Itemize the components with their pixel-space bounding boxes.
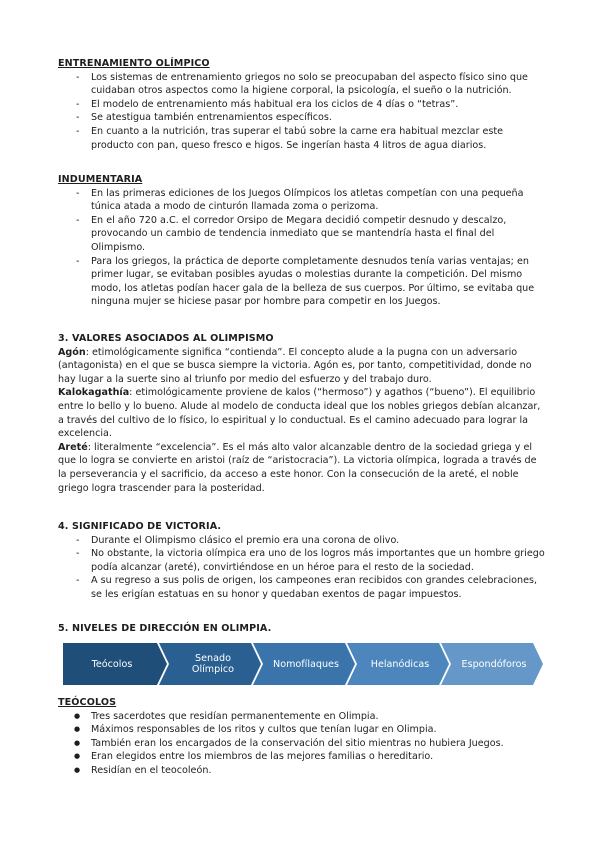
list-item: - Se atestigua también entrenamientos específicos.: [58, 111, 548, 125]
list-item: ● Tres sacerdotes que residían permanentemente en Olimpia.: [58, 710, 548, 724]
value-term: Agón: [58, 346, 86, 358]
section-victoria: [58, 520, 548, 602]
chevron-step-label: Helanódicas: [370, 658, 430, 670]
value-entry-agon: [58, 346, 548, 387]
list-item: - El modelo de entrenamiento más habitual era los ciclos de 4 días o “tetras”.: [58, 98, 548, 112]
value-term: Areté: [58, 441, 88, 453]
list-item: - En cuanto a la nutrición, tras superar el tabú sobre la carne era habitual mezclar este producto con pan, queso fresco e higos. Se ingerían hasta 4 litros de agua diarios.: [58, 125, 548, 152]
section-entrenamiento: [58, 57, 548, 152]
section-niveles: [58, 622, 548, 636]
list-item: - En el año 720 a.C. el corredor Orsipo de Megara decidió competir desnudo y descalzo, provocando un cambio de tendencia inmediato que se mantendría hasta el final del Olimpismo.: [58, 214, 548, 255]
value-term: Kalokagathía: [58, 387, 130, 399]
list-item: - Durante el Olimpismo clásico el premio era una corona de olivo.: [58, 534, 548, 548]
list-item: ● Residían en el teocoleón.: [58, 764, 548, 778]
value-text: : literalmente “excelencia”. Es el más alto valor alcanzable dentro de la sociedad griega y el que lo logra se convierte en aristoi (raíz de “aristocracia”). La victoria olímpica, lograda a través de la perseverancia y el sacrificio, da acceso a este honor. Con la consecución de la areté, el noble griego logra trascender para la posteridad.: [58, 441, 537, 494]
section-teocolos: [58, 696, 548, 778]
bullet-list: [58, 534, 548, 602]
section-title: INDUMENTARIA: [58, 174, 143, 185]
list-item: ● Eran elegidos entre los miembros de las mejores familias o hereditario.: [58, 750, 548, 764]
bullet-list: [58, 71, 548, 153]
chevron-step-label: Teócolos: [91, 658, 133, 670]
value-entry-arete: [58, 441, 548, 495]
section-title: ENTRENAMIENTO OLÍMPICO: [58, 58, 210, 69]
bullet-list: [58, 710, 548, 778]
list-item: ● También eran los encargados de la conservación del sitio mientras no hubiera Juegos.: [58, 737, 548, 751]
section-title: TEÓCOLOS: [58, 697, 117, 708]
value-text: : etimológicamente significa “contienda”. El concepto alude a la pugna con un adversario (antagonista) en el que se busca siempre la victoria. Agón es, por tanto, competitividad, donde no hay lugar a la suerte sino al triunfo por medio del esfuerzo y del trabajo duro.: [58, 346, 532, 385]
list-item: - A su regreso a sus polis de origen, los campeones eran recibidos con grandes celebraciones, se les erigían estatuas en su honor y quedaban exentos de pagar impuestos.: [58, 574, 548, 601]
section-indumentaria: [58, 173, 548, 309]
bullet-list: [58, 187, 548, 309]
chevron-step-label: Senado Olímpico: [191, 653, 235, 675]
value-text: : etimológicamente proviene de kalos (“hermoso”) y agathos (“bueno”). El equilibrio entre lo bello y lo bueno. Alude al modelo de conducta ideal que los nobles griegos debían alcanzar, a través del cultivo de lo físico, lo espiritual y lo conductual. Es el camino adecuado para lograr la excelencia.: [58, 387, 541, 440]
list-item: - Para los griegos, la práctica de deporte completamente desnudos tenía varias ventajas; en primer lugar, se evitaban posibles ayudas o molestias durante la competición. Del mismo modo, los atletas podían hacer gala de la belleza de sus cuerpos. Por último, se evitaba que ninguna mujer se hiciese pasar por hombre para competir en los Juegos.: [58, 255, 548, 309]
value-entry-kalokagathia: [58, 386, 548, 440]
section-valores: [58, 332, 548, 495]
section-title: 3. VALORES ASOCIADOS AL OLIMPISMO: [58, 333, 274, 344]
list-item: - Los sistemas de entrenamiento griegos no solo se preocupaban del aspecto físico sino que cuidaban otros aspectos como la higiene corporal, la psicología, el sueño o la nutrición.: [58, 71, 548, 98]
chevron-process-diagram: [63, 643, 543, 685]
list-item: ● Máximos responsables de los ritos y cultos que tenían lugar en Olimpia.: [58, 723, 548, 737]
list-item: - No obstante, la victoria olímpica era uno de los logros más importantes que un hombre griego podía alcanzar (areté), convirtiéndose en un héroe para el resto de la sociedad.: [58, 547, 548, 574]
list-item: - En las primeras ediciones de los Juegos Olímpicos los atletas competían con una pequeña túnica atada a modo de cinturón llamada zoma o perizoma.: [58, 187, 548, 214]
chevron-step-label: Espondóforos: [461, 658, 527, 670]
section-title: 5. NIVELES DE DIRECCIÓN EN OLIMPIA.: [58, 623, 272, 634]
section-title: 4. SIGNIFICADO DE VICTORIA.: [58, 521, 222, 532]
chevron-step-label: Nomofílaques: [273, 658, 339, 670]
